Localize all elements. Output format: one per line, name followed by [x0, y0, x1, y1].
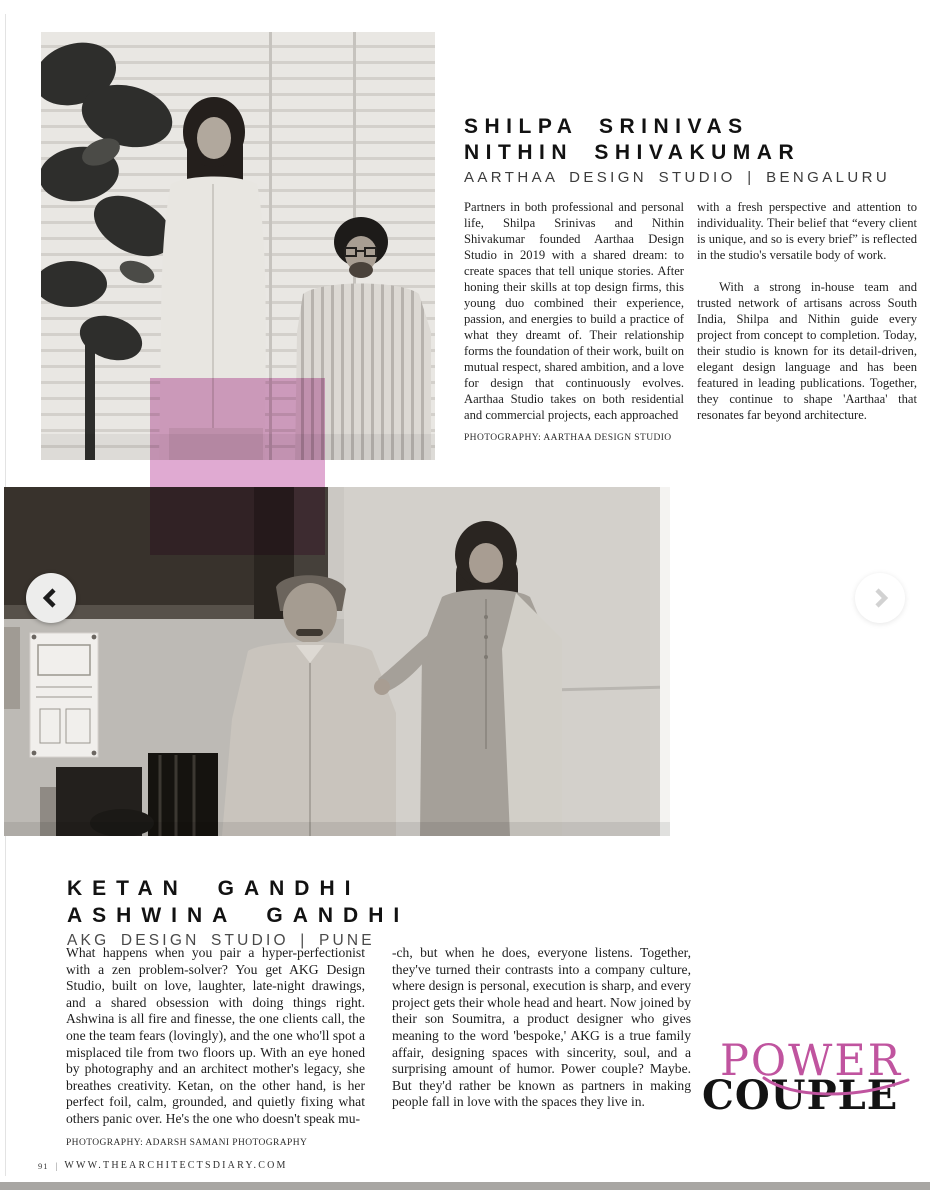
- section1-heading: [464, 114, 890, 186]
- chevron-right-icon: [869, 587, 891, 609]
- chevron-left-icon: [40, 587, 62, 609]
- logo-word-couple: COUPLE: [702, 1072, 899, 1119]
- pink-overlay-square: [150, 378, 325, 555]
- section2-name-line2: ASHWINA GANDHI: [67, 904, 410, 927]
- section1-studio-line: AARTHAA DESIGN STUDIO | BENGALURU: [464, 169, 891, 186]
- footer-page-number: 91: [38, 1160, 49, 1171]
- section1-photo-credit: PHOTOGRAPHY: AARTHAA DESIGN STUDIO: [464, 433, 672, 443]
- section2-studio-line: AKG DESIGN STUDIO | PUNE: [67, 932, 375, 949]
- photo-ketan-ashwina: [4, 487, 670, 836]
- logo-swash-flourish: [762, 1074, 912, 1100]
- section1-col1-paragraph: Partners in both professional and personal life, Shilpa Srinivas and Nithin Shivakumar founded Aarthaa Design Studio in 2019 with a shared dream: to create spaces that tell unique stories. After honing their skills at top design firms, this young duo combined their experience, passion, and energies to build a practice of what they dreamt of. Their relationship forms the foundation of their work, built on mutual respect, shared ambition, and a love for design that continuously evolves. Aarthaa Studio takes on both residential and commercial projects, each approached: [464, 200, 684, 422]
- section1-col2-paragraph-2: With a strong in-house team and trusted network of artisans across South India, Shilpa and Nithin guide every project from concept to completion. Today, their studio is known for its detail-driven, elegant design language and has been featured in leading publications. Together, they continue to shape 'Aarthaa' that resonates far beyond architecture.: [697, 280, 917, 422]
- section1-columns: [464, 199, 917, 446]
- section1-column-2: [697, 199, 917, 446]
- section2-columns: [66, 945, 691, 1151]
- section2-name-line1: KETAN GANDHI: [67, 877, 361, 900]
- next-page-button[interactable]: [855, 573, 905, 623]
- prev-page-button[interactable]: [26, 573, 76, 623]
- logo-word-power: POWER: [720, 1036, 903, 1086]
- footer-site-url: WWW.THEARCHITECTSDIARY.COM: [64, 1160, 288, 1171]
- section2-heading: [67, 875, 409, 950]
- section1-col2-paragraph-1: with a fresh perspective and attention to individuality. Their belief that “every client is unique, and so is every brief” is reflected in the studio's versatile body of work.: [697, 200, 917, 262]
- power-couple-logo: [702, 1038, 914, 1148]
- section2-column-1: [66, 945, 365, 1151]
- section1-column-1: [464, 199, 684, 446]
- section2-photo-credit: PHOTOGRAPHY: ADARSH SAMANI PHOTOGRAPHY: [66, 1137, 308, 1148]
- section1-name-line1: SHILPA SRINIVAS: [464, 115, 749, 138]
- page-footer: [38, 1160, 288, 1171]
- section1-name-line2: NITHIN SHIVAKUMAR: [464, 141, 801, 164]
- section2-col1-paragraph: What happens when you pair a hyper-perfectionist with a zen problem-solver? You get AKG Design Studio, built on love, laughter, late-night drawings, and a shared obsession with doing things right. Ashwina is all fire and finesse, the one clients call, the one the team fears (lovingly), and the one who'll spot a misplaced tile from two floors up. With an eye honed by photography and an architect mother's legacy, she breathes creativity. Ketan, on the other hand, is her perfect foil, calm, grounded, and quietly fixing what others panic over. He's the one who doesn't speak mu-: [66, 945, 365, 1126]
- photo-ketan-ashwina-art: [4, 487, 670, 836]
- footer-separator: |: [55, 1160, 58, 1171]
- section2-col2-paragraph: -ch, but when he does, everyone listens. Together, they've turned their contrasts into a company culture, where design is personal, execution is sharp, and every project gets their whole head and heart. Now joined by their son Soumitra, a product designer who gives meaning to the word 'bespoke,' AKG is a true family affair, designing spaces with sincerity, soul, and a surprising amount of humor. Power couple? Maybe. But they'd rather be known as partners in making people fall in love with the spaces they live in.: [392, 945, 691, 1110]
- bottom-gray-strip: [0, 1182, 930, 1190]
- section2-column-2: [392, 945, 691, 1151]
